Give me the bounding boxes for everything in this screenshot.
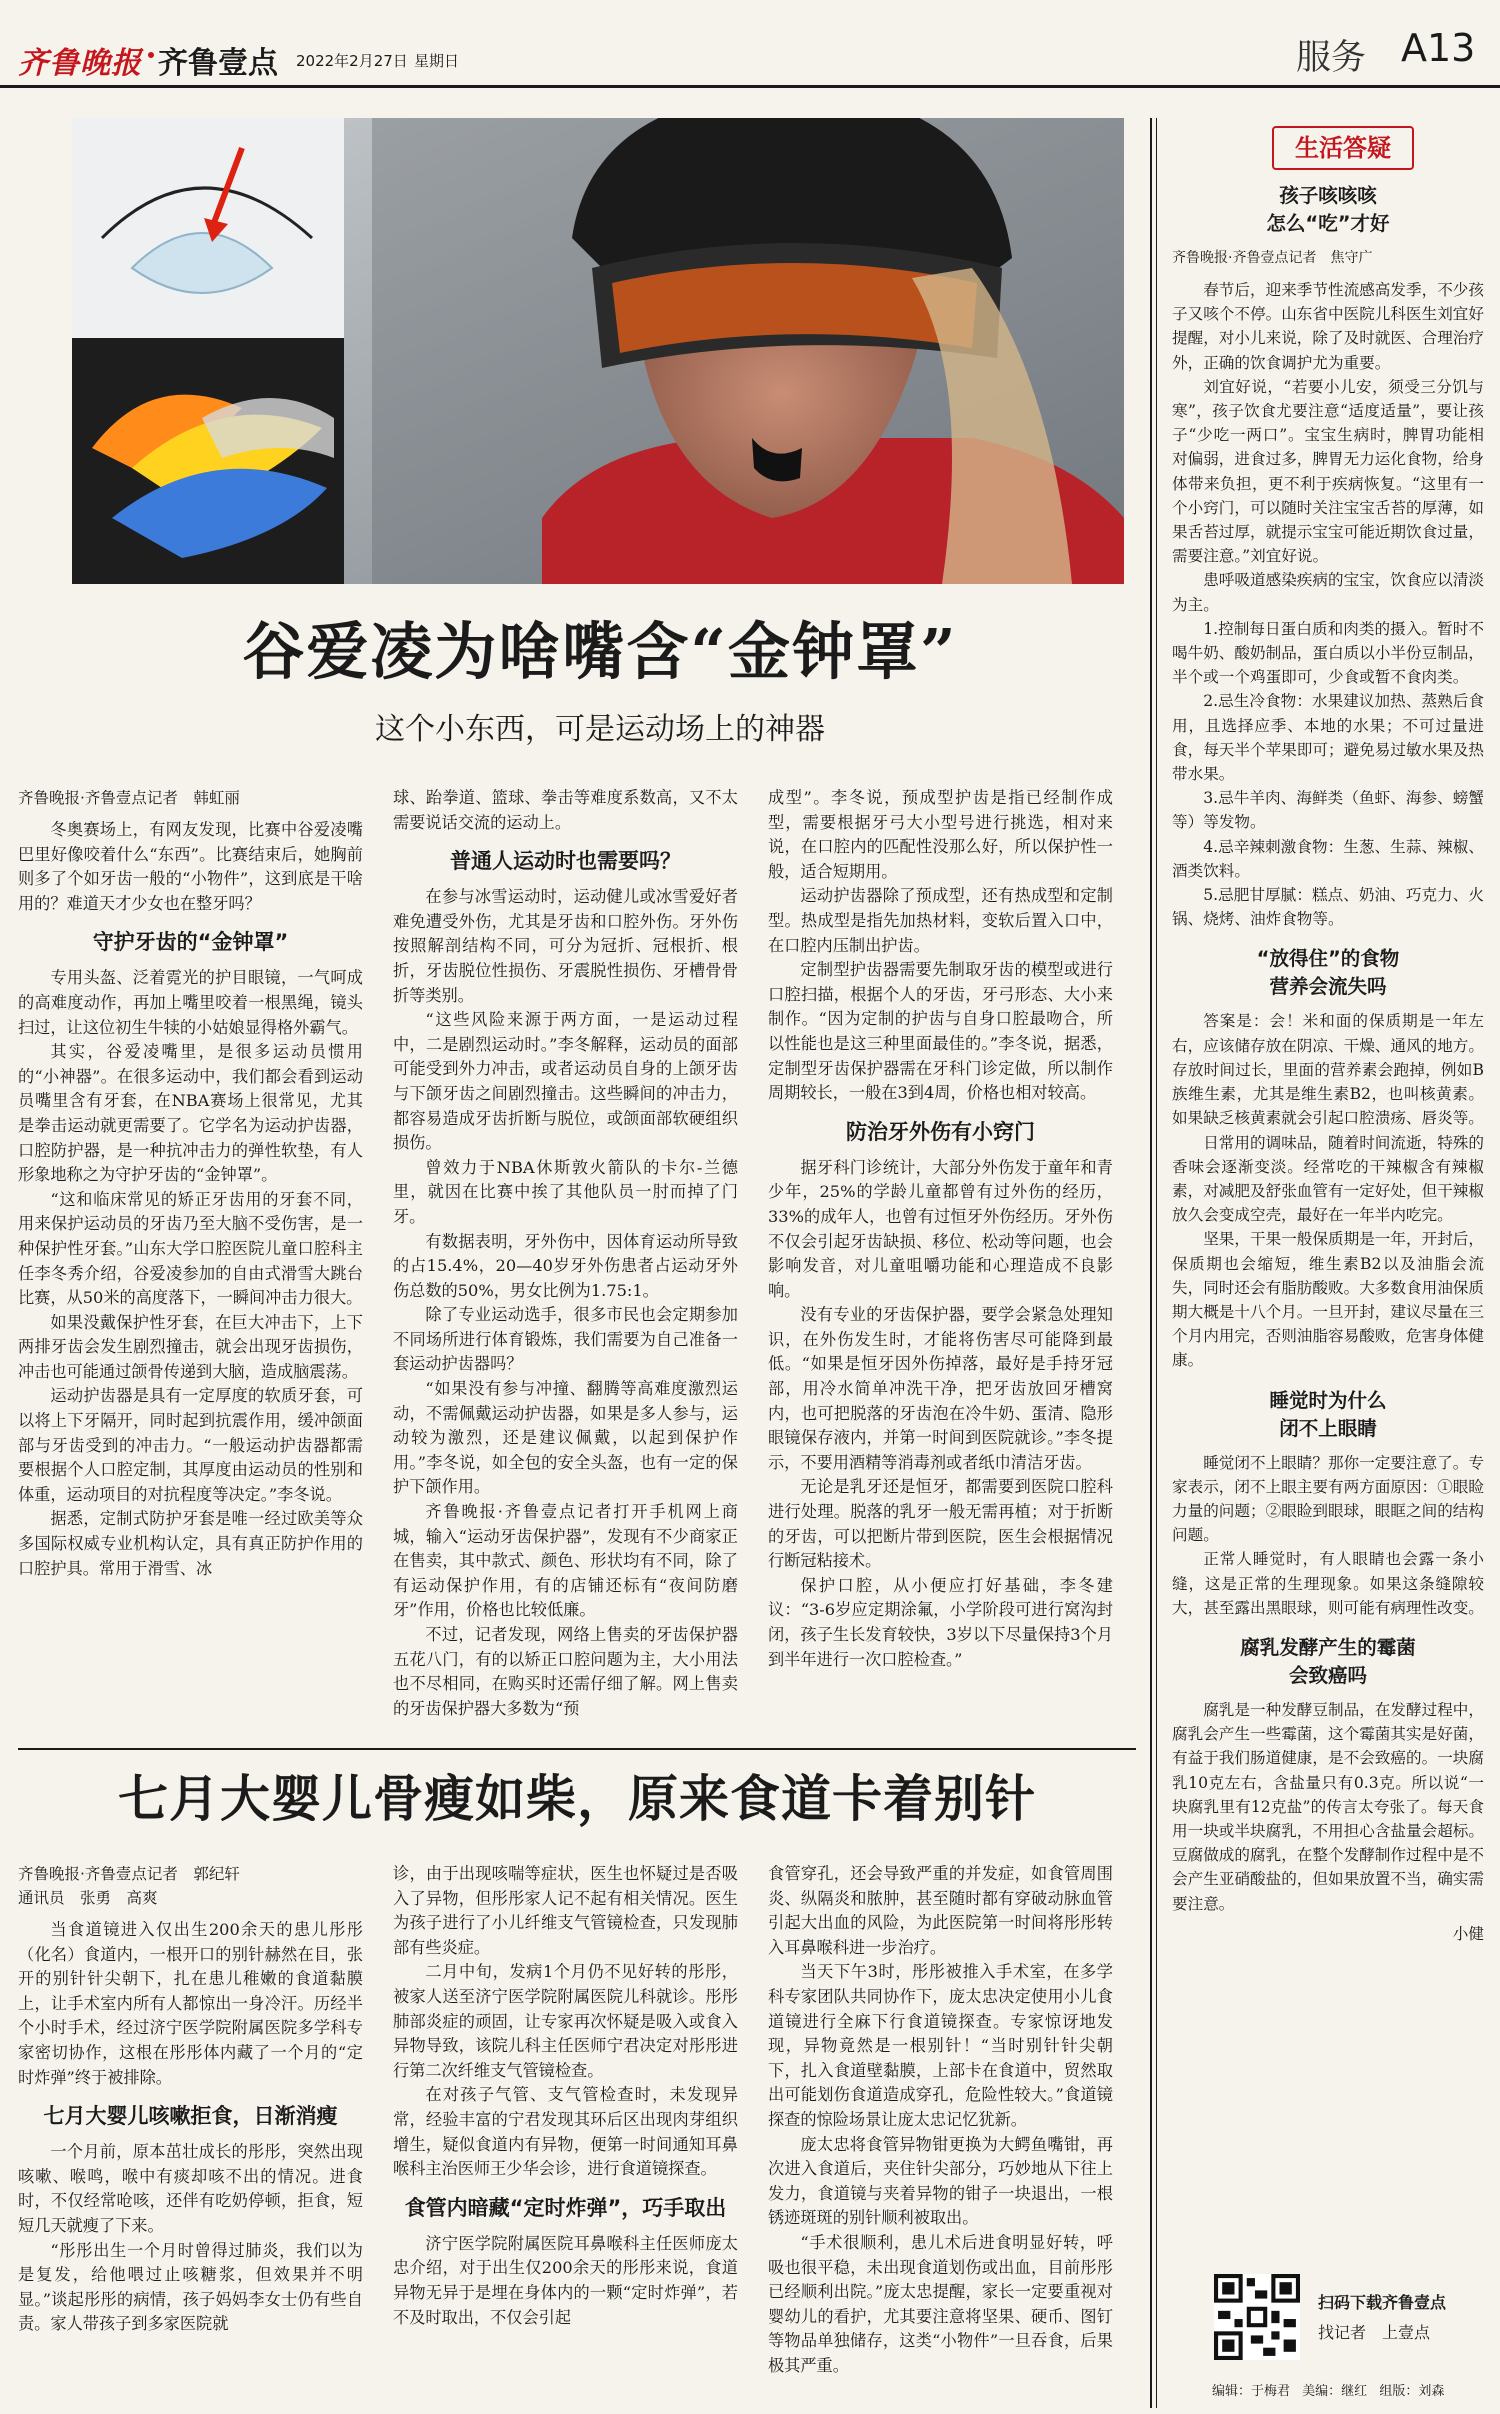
page-footer — [1212, 2380, 1496, 2399]
story-divider — [18, 1748, 1136, 1750]
sidebar-article-3-title — [1172, 1387, 1484, 1443]
sidebar-article-1-title-line-1: 孩子咳咳咳 — [1279, 184, 1377, 207]
page-number: A13 — [1401, 26, 1476, 70]
story2-headline: 七月大婴儿骨瘦如柴，原来食道卡着别针 — [118, 1769, 1036, 1828]
sidebar-paragraph: 答案是：会！米和面的保质期是一年左右，应该储存放在阴凉、干燥、通风的地方。存放时间过长，里面的营养素会跑掉，例如B族维生素，尤其是维生素B2，也叫核黄素。如果缺乏核黄素就会引起口腔溃疡、唇炎等。 — [1172, 1012, 1484, 1128]
story1-paragraph: 没有专业的牙齿保护器，要学会紧急处理知识，在外伤发生时，才能将伤害尽可能降到最低。“如果是恒牙因外伤掉落，最好是手持牙冠部，用冷水简单冲洗干净，把牙齿放回牙槽窝内，也可把脱落的牙齿泡在冷牛奶、蛋清、隐形眼镜保存液内，并第一时间到医院就诊。”李冬提示，不要用酒精等消毒剂或者纸巾清洁牙齿。 — [768, 1305, 1113, 1472]
story2-column-2 — [393, 1862, 738, 2408]
qr-block — [1214, 2270, 1494, 2364]
sidebar-article-3-title-line-1: 睡觉时为什么 — [1269, 1388, 1387, 1412]
story1-paragraph: 在参与冰雪运动时，运动健儿或冰雪爱好者难免遭受外伤，尤其是牙齿和口腔外伤。牙外伤按照解剖结构不同，可分为冠折、冠根折、根折，牙齿脱位性损伤、牙震脱性损伤、牙槽骨骨折等类别。 — [393, 887, 738, 1005]
sidebar-article-2-title-line-2: 营养会流失吗 — [1269, 975, 1387, 999]
story2-paragraph: “手术很顺利，患儿术后进食明显好转，呼吸也很平稳，未出现食道划伤或出血，目前彤彤已经顺利出院。”庞太忠提醒，家长一定要重视对婴幼儿的看护，尤其要注意将坚果、硬币、图钉等物品单独储存，这类“小物件”一旦吞食，后果极其严重。 — [768, 2232, 1113, 2375]
story1-paragraph: 定制型护齿器需要先制取牙齿的模型或进行口腔扫描，根据个人的牙齿，牙弓形态、大小来制作。“因为定制的护齿与自身口腔最吻合，所以性能也是这三种里面最佳的。”李冬说，据悉，定制型牙齿保护器需在牙科门诊定做，所以制作周期较长，一般在3到4周，价格也相对较高。 — [768, 960, 1113, 1103]
story2-paragraph: 当天下午3时，彤彤被推入手术室，在多学科专家团队共同协作下，庞太忠决定使用小儿食道镜进行全麻下行食道镜探查。专家惊讶地发现，异物竟然是一根别针！“当时别针针尖朝下，扎入食道壁黏膜，上部卡在食道中，贸然取出可能划伤食道造成穿孔，危险性较大。”食道镜探查的惊险场景让庞太忠记忆犹新。 — [768, 1962, 1113, 2129]
story2-byline-correspondent: 通讯员 张勇 高爽 — [18, 1889, 158, 1907]
footer-editor: 编辑：于梅君 — [1212, 2384, 1291, 2399]
story2-paragraph: 当食道镜进入仅出生200余天的患儿彤彤（化名）食道内，一根开口的别针赫然在目，张开的别针针尖朝下，扎在患儿稚嫩的食道黏膜上，让手术室内所有人都惊出一身冷汗。历经半个小时手术，经过济宁医学院附属医院多学科专家密切协作，这根在彤彤体内藏了一个月的“定时炸弹”终于被排除。 — [18, 1920, 363, 2087]
qr-caption-line-1: 扫码下载齐鲁壹点 — [1318, 2293, 1447, 2312]
sidebar-paragraph: 腐乳是一种发酵豆制品，在发酵过程中，腐乳会产生一些霉菌，这个霉菌其实是好菌，有益于我们肠道健康，是不会致癌的。一块腐乳10克左右，含盐量只有0.3克。所以说“一块腐乳里有12克盐”的传言太夸张了。每天食用一块或半块腐乳，不用担心含盐量会超标。豆腐做成的腐乳，在整个发酵制作过程中是不会产生亚硝酸盐的，但如果放置不当，确实需要注意。 — [1172, 1700, 1484, 1913]
story1-paragraph: 专用头盔、泛着霓光的护目眼镜，一气呵成的高难度动作，再加上嘴里咬着一根黑绳，镜头扫过，让这位初生牛犊的小姑娘显得格外霸气。 — [18, 968, 363, 1037]
story2-paragraph: 在对孩子气管、支气管检查时，未发现异常，经验丰富的宁君发现其环后区出现肉芽组织增生，疑似食道内有异物，便第一时间通知耳鼻喉科主治医师王少华会诊，进行食道镜探查。 — [393, 2085, 738, 2179]
section-name: 服务 — [1296, 38, 1367, 78]
masthead — [0, 0, 1500, 86]
story-photo — [72, 118, 1124, 584]
sidebar-article-1-title-line-2: 怎么“吃”才好 — [1266, 212, 1390, 235]
logo-separator-dot — [148, 52, 154, 58]
sidebar-tag-label: 生活答疑 — [1295, 134, 1391, 162]
story1-paragraph: 除了专业运动选手，很多市民也会定期参加不同场所进行体育锻炼，我们需要为自己准备一套运动护齿器吗？ — [393, 1305, 738, 1374]
story1-paragraph: “这些风险来源于两方面，一是运动过程中，二是剧烈运动时。”李冬解释，运动员的面部可能受到外力冲击，或者运动员自身的上颌牙齿与下颌牙齿之间剧烈撞击。这些瞬间的冲击力，都容易造成牙齿折断与脱位，或颌面部软硬组织损伤。 — [393, 1010, 738, 1153]
story1-paragraph: 据悉，定制式防护牙套是唯一经过欧美等众多国际权威专业机构认定，具有真正防护作用的口腔护具。常用于滑雪、冰 — [18, 1509, 363, 1578]
mouthguard-photo-icon — [72, 118, 344, 584]
story2-column-1 — [18, 1862, 363, 2408]
sidebar-article-4-title-line-1: 腐乳发酵产生的霉菌 — [1240, 1635, 1416, 1659]
sidebar-article-3-title-line-2: 闭不上眼睛 — [1279, 1416, 1377, 1440]
story2-paragraph: 济宁医学院附属医院耳鼻喉科主任医师庞太忠介绍，对于出生仅200余天的彤彤来说，食道异物无异于是埋在身体内的一颗“定时炸弹”，若不及时取出，不仅会引起 — [393, 2233, 738, 2327]
story1-paragraph: 球、跆拳道、篮球、拳击等难度系数高，又不太需要说话交流的运动上。 — [393, 788, 738, 832]
story1-paragraph: 运动护齿器是具有一定厚度的软质牙套，可以将上下牙隔开，同时起到抗震作用，缓冲颌面部与牙齿受到的冲击力。“一般运动护齿器都需要根据个人口腔定制，其厚度由运动员的性别和体重，运动项目的对抗程度等决定。”李冬说。 — [18, 1386, 363, 1504]
story1-paragraph: 保护口腔，从小便应打好基础，李冬建议：“3-6岁应定期涂氟，小学阶段可进行窝沟封闭，孩子生长发育较快，3岁以下尽量保持3个月到半年进行一次口腔检查。” — [768, 1575, 1113, 1669]
story2-paragraph: “彤彤出生一个月时曾得过肺炎，我们以为是复发，给他喂过止咳糖浆，但效果并不明显。”谈起彤彤的病情，孩子妈妈李女士仍有些自责。家人带孩子到多家医院就 — [18, 2240, 363, 2334]
sidebar-paragraph: 春节后，迎来季节性流感高发季，不少孩子又咳个不停。山东省中医院儿科医生刘宜好提醒，对小儿来说，除了及时就医、合理治疗外，正确的饮食调护尤为重要。 — [1172, 281, 1484, 372]
issue-date: 2022年2月27日 — [296, 52, 408, 70]
story1-subhead-1: 守护牙齿的“金钟罩” — [92, 930, 289, 955]
story1-paragraph: “如果没有参与冲撞、翻腾等高难度激烈运动，不需佩戴运动护齿器，如果是多人参与，运动较为激烈，还是建议佩戴，以起到保护作用。”李冬说，如全包的安全头盔，也有一定的保护下颌作用。 — [393, 1379, 738, 1497]
sidebar-article-1-title — [1172, 182, 1484, 238]
story1-paragraph: 其实，谷爱凌嘴里，是很多运动员惯用的“小神器”。在很多运动中，我们都会看到运动员嘴里含有牙套，在NBA赛场上很常见，尤其是拳击运动就更需要了。它学名为运动护齿器，口腔防护器，是一种抗冲击力的弹性软垫，有人形象地称之为守护牙齿的“金钟罩”。 — [18, 1042, 363, 1185]
mouthguard-inset — [72, 118, 344, 584]
story1-paragraph: 有数据表明，牙外伤中，因体育运动所导致的占15.4%，20—40岁牙外伤患者占运动牙外伤总数的50%，男女比例为1.75:1。 — [393, 1231, 738, 1300]
story1-paragraph: 无论是乳牙还是恒牙，都需要到医院口腔科进行处理。脱落的乳牙一般无需再植；对于折断的牙齿，可以把断片带到医院，医生会根据情况行断冠粘接术。 — [768, 1477, 1113, 1571]
story1-paragraph: 曾效力于NBA休斯敦火箭队的卡尔-兰德里，就因在比赛中挨了其他队员一肘而掉了门牙。 — [393, 1157, 738, 1226]
story1-headline: 谷爱凌为啥嘴含“金钟罩” — [242, 615, 958, 688]
sidebar-paragraph: 刘宜好说，“若要小儿安，须受三分饥与寒”，孩子饮食尤要注意“适度适量”，要让孩子“少吃一两口”。宝宝生病时，脾胃功能相对偏弱，进食过多，脾胃无力运化食物，给身体带来负担，更不利于疾病恢复。“这里有一个小窍门，可以随时关注宝宝舌苔的厚薄，如果舌苔过厚，就提示宝宝可能近期饮食过量，需要注意。”刘宜好说。 — [1172, 377, 1484, 566]
story2-subhead-2: 食管内暗藏“定时炸弹”，巧手取出 — [404, 2195, 727, 2220]
story2-subhead-1: 七月大婴儿咳嗽拒食，日渐消瘦 — [43, 2104, 338, 2129]
story1-column-1 — [18, 786, 363, 1736]
story1-column-3 — [768, 786, 1113, 1736]
sidebar-left-rule-inner — [1156, 118, 1157, 2408]
story1-column-2 — [393, 786, 738, 1736]
story1-subhead-3: 防治牙外伤有小窍门 — [846, 1119, 1035, 1144]
story1-paragraph: “这和临床常见的矫正牙齿用的牙套不同，用来保护运动员的牙齿乃至大脑不受伤害，是一种保护性牙套。”山东大学口腔医院儿童口腔科主任李冬秀介绍，谷爱凌参加的自由式滑雪大跳台比赛，从50米的高度落下，一瞬间冲击力很大。 — [18, 1189, 363, 1308]
sidebar-paragraph: 患呼吸道感染疾病的宝宝，饮食应以清淡为主。 — [1172, 571, 1484, 614]
footer-art-editor: 美编：继红 — [1302, 2384, 1368, 2399]
story2-column-3 — [768, 1862, 1113, 2408]
sidebar-paragraph: 3.忌牛羊肉、海鲜类（鱼虾、海参、螃蟹等）等发物。 — [1172, 789, 1484, 832]
sidebar-paragraph: 日常用的调味品，随着时间流逝，特殊的香味会逐渐变淡。经常吃的干辣椒含有辣椒素，对减肥及舒张血管有一定好处，但干辣椒放久会变成空壳，最好在一年半内吃完。 — [1172, 1133, 1484, 1225]
paper-logo: 齐鲁晚报 — [18, 46, 142, 81]
story1-paragraph: 成型”。李冬说，预成型护齿是指已经制作成型，需要根据牙弓大小型号进行挑选，相对来说，在口腔内的匹配性没那么好，所以保护性一般，适合短期用。 — [768, 788, 1113, 881]
story1-paragraph: 不过，记者发现，网络上售卖的牙齿保护器五花八门，有的以矫正口腔问题为主，大小用法也不尽相同，在购买时还需仔细了解。网上售卖的牙齿保护器大多数为“预 — [393, 1625, 738, 1718]
sidebar-paragraph: 5.忌肥甘厚腻：糕点、奶油、巧克力、火锅、烧烤、油炸食物等。 — [1172, 886, 1484, 929]
sidebar-article-4-title-line-2: 会致癌吗 — [1288, 1663, 1367, 1687]
story2-paragraph: 诊，由于出现咳喘等症状，医生也怀疑过是否吸入了异物，但彤彤家人记不起有相关情况。医生为孩子进行了小儿纤维支气管镜检查，只发现肺部有些炎症。 — [393, 1864, 738, 1957]
sidebar-tag — [1272, 126, 1414, 170]
sidebar-paragraph: 4.忌辛辣刺激食物：生葱、生蒜、辣椒、酒类饮料。 — [1172, 837, 1484, 880]
footer-layout: 组版：刘森 — [1379, 2384, 1445, 2399]
story2-paragraph: 二月中旬，发病1个月仍不见好转的彤彤，被家人送至济宁医学院附属医院儿科就诊。彤彤肺部炎症的顽固，让专家再次怀疑是吸入或食入异物导致，该院儿科主任医师宁君决定对彤彤进行第二次纤维支气管镜检查。 — [393, 1962, 738, 2080]
sidebar-paragraph: 正常人睡觉时，有人眼睛也会露一条小缝，这是正常的生理现象。如果这条缝隙较大，甚至露出黑眼球，则可能有病理性改变。 — [1172, 1550, 1484, 1617]
story1-paragraph: 如果没戴保护性牙套，在巨大冲击下，上下两排牙齿会发生剧烈撞击，就会出现牙齿损伤，冲击也可能通过颌骨传递到大脑，造成脑震荡。 — [18, 1312, 363, 1381]
story1-subhead-2: 普通人运动时也需要吗？ — [450, 849, 681, 874]
story1-paragraph: 运动护齿器除了预成型，还有热成型和定制型。热成型是指先加热材料，变软后置入口中，在口腔内压制出护齿。 — [768, 886, 1113, 955]
story2-paragraph: 食管穿孔，还会导致严重的并发症，如食管周围炎、纵隔炎和脓肿，甚至随时都有穿破动脉血管引起大出血的风险，为此医院第一时间将彤彤转入耳鼻喉科进一步治疗。 — [768, 1864, 1113, 1957]
story2-byline: 齐鲁晚报·齐鲁壹点记者 郭纪轩 — [18, 1865, 240, 1883]
sidebar-article-2-title — [1172, 945, 1484, 1001]
sidebar-signature: 小健 — [1452, 1924, 1484, 1943]
sidebar-left-rule — [1150, 118, 1152, 2408]
story1-byline: 齐鲁晚报·齐鲁壹点记者 韩虹丽 — [18, 789, 240, 807]
qr-code-icon — [1214, 2274, 1300, 2360]
sidebar-paragraph: 坚果，干果一般保质期是一年，开封后，保质期也会缩短，维生素B2以及油脂会流失，同时还会有脂肪酸败。大多数食用油保质期大概是十八个月。一旦开封，建议尽量在三个月内用完，否则油脂容易酸败，危害身体健康。 — [1172, 1230, 1484, 1370]
sidebar-paragraph: 睡觉闭不上眼睛？那你一定要注意了。专家表示，闭不上眼主要有两方面原因：①眼睑力量的问题；②眼睑到眼球，眼眶之间的结构问题。 — [1172, 1453, 1484, 1545]
app-logo: 齐鲁壹点 — [158, 46, 278, 81]
qr-caption-line-2: 找记者 上壹点 — [1318, 2323, 1431, 2342]
masthead-rule — [0, 85, 1500, 88]
story2-paragraph: 庞太忠将食管异物钳更换为大鳄鱼嘴钳，再次进入食道后，夹住针尖部分，巧妙地从下往上发力，食道镜与夹着异物的钳子一块退出，一根锈迹斑斑的别针顺利被取出。 — [768, 2134, 1113, 2228]
story1-paragraph: 齐鲁晚报·齐鲁壹点记者打开手机网上商城，输入“运动牙齿保护器”，发现有不少商家正在售卖，其中款式、颜色、形状均有不同，除了有运动保护作用，有的店铺还标有“夜间防磨牙”作用，价格也比较低廉。 — [393, 1502, 738, 1620]
sidebar-paragraph: 1.控制每日蛋白质和肉类的摄入。暂时不喝牛奶、酸奶制品，蛋白质以小半份豆制品，半个或一个鸡蛋即可，少食或暂不食肉类。 — [1172, 619, 1484, 687]
issue-weekday: 星期日 — [414, 52, 460, 70]
sidebar-article-2-title-line-1: “放得住”的食物 — [1256, 947, 1400, 971]
sidebar-column — [1172, 182, 1484, 2182]
sidebar-article-1-byline: 齐鲁晚报·齐鲁壹点记者 焦守广 — [1172, 250, 1373, 266]
sidebar-article-4-title — [1172, 1634, 1484, 1690]
sidebar-paragraph: 2.忌生冷食物：水果建议加热、蒸熟后食用，且选择应季、本地的水果；不可过量进食，每天半个苹果即可；避免易过敏水果及热带水果。 — [1172, 692, 1484, 784]
story1-paragraph: 据牙科门诊统计，大部分外伤发于童年和青少年，25%的学龄儿童都曾有过外伤的经历，33%的成年人，也曾有过恒牙外伤经历。牙外伤不仅会引起牙齿缺损、移位、松动等问题，也会影响发音，对儿童咀嚼功能和心理造成不良影响。 — [768, 1157, 1113, 1300]
story1-subheadline: 这个小东西，可是运动场上的神器 — [375, 712, 825, 747]
story2-paragraph: 一个月前，原本茁壮成长的彤彤，突然出现咳嗽、喉鸣，喉中有痰却咳不出的情况。进食时，不仅经常呛咳，还伴有吃奶停顿，拒食，短短几天就瘦了下来。 — [18, 2142, 363, 2235]
story1-paragraph: 冬奥赛场上，有网友发现，比赛中谷爱凌嘴巴里好像咬着什么“东西”。比赛结束后，她胸前则多了个如牙齿一般的“小物件”，这到底是干啥用的？难道天才少女也在整牙吗？ — [18, 820, 363, 913]
